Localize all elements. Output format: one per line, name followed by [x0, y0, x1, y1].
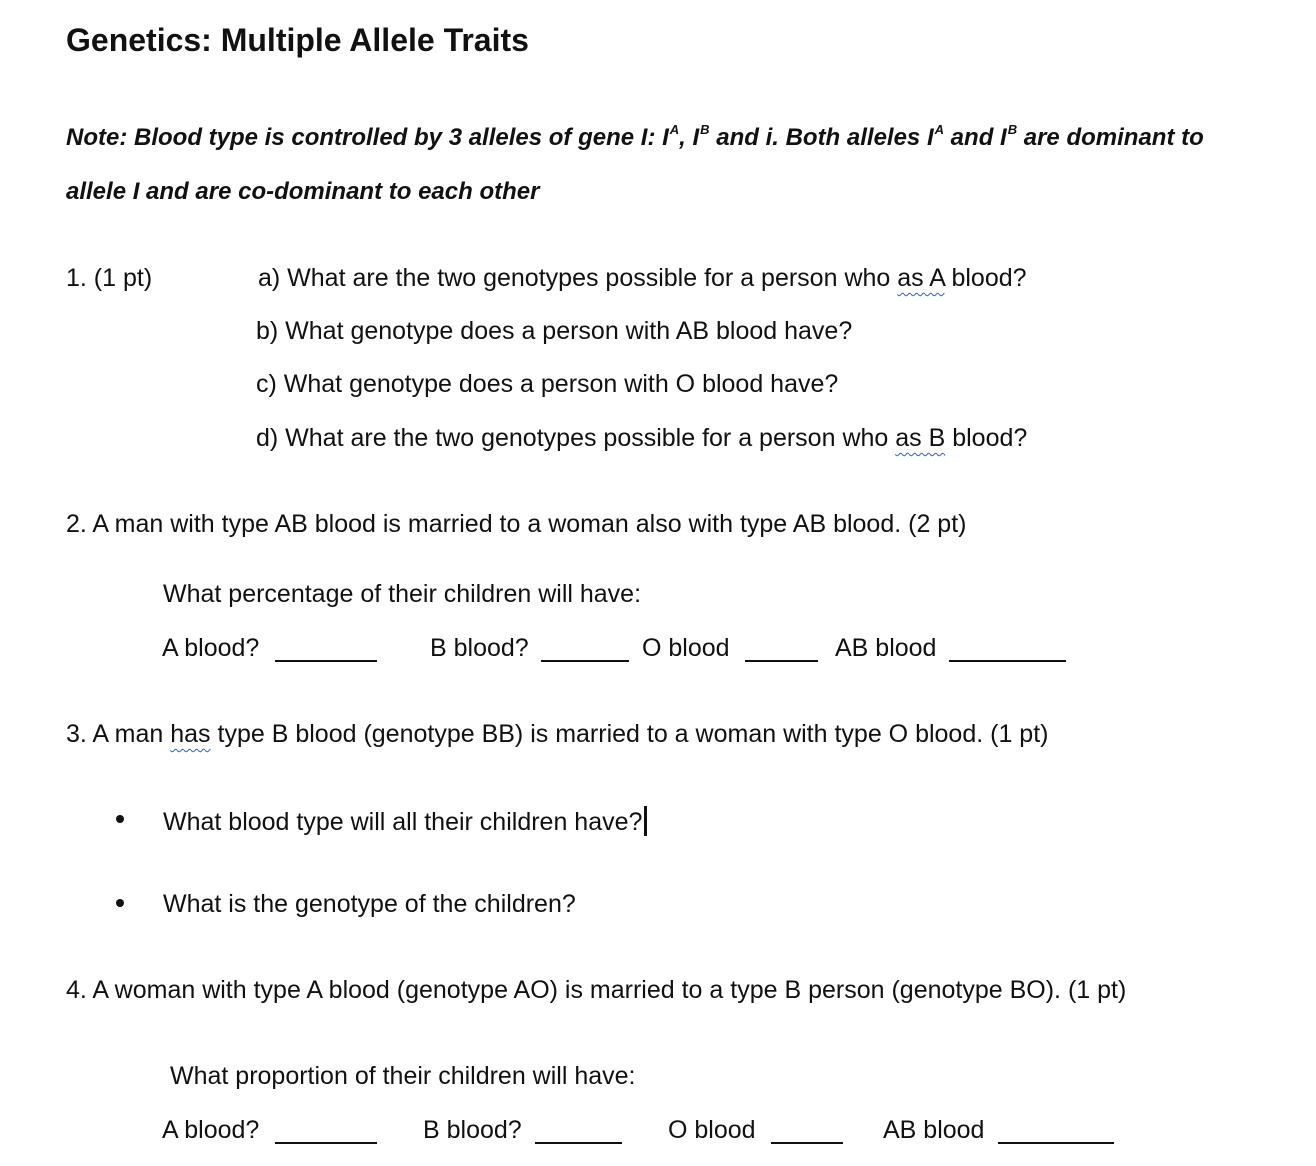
superscript-b: B: [1007, 122, 1018, 137]
q2-ab-blood-label: AB blood: [835, 634, 937, 662]
q4-a-blood-blank[interactable]: [275, 1142, 377, 1144]
q2-ab-blood-blank[interactable]: [949, 660, 1066, 662]
note-text: Note: Blood type is controlled by 3 alleles of gene I: I: [66, 124, 669, 151]
q4-ab-blood-blank[interactable]: [998, 1142, 1114, 1144]
question-3-bullet-1[interactable]: [163, 806, 647, 837]
q2-o-blood-label: O blood: [642, 634, 730, 662]
q4-o-blood-blank[interactable]: [771, 1142, 843, 1144]
question-1d-text: d) What are the two genotypes possible for a person who: [256, 424, 896, 452]
question-3-bullet-1-text: What blood type will all their children have?: [163, 808, 643, 836]
spellcheck-flag[interactable]: has: [170, 720, 211, 748]
q2-b-blood-label: B blood?: [430, 634, 529, 662]
question-4-text: 4. A woman with type A blood (genotype AO) is married to a type B person (genotype BO). (1 pt): [66, 976, 1127, 1004]
text-cursor-icon: [644, 806, 647, 836]
note-text: and i. Both alleles I: [709, 124, 934, 151]
note-text: are dominant to: [1017, 124, 1204, 151]
question-1d[interactable]: [256, 424, 1027, 453]
question-1b[interactable]: b) What genotype does a person with AB blood have?: [256, 317, 853, 345]
q4-b-blood-blank[interactable]: [535, 1142, 622, 1144]
note-line-1: [66, 124, 1204, 152]
question-3-text-part: 3. A man: [66, 720, 171, 748]
question-1c[interactable]: c) What genotype does a person with O blood have?: [256, 370, 839, 398]
spellcheck-flag[interactable]: as B: [895, 424, 946, 452]
page-title: Genetics: Multiple Allele Traits: [66, 22, 529, 58]
q2-a-blood-blank[interactable]: [275, 660, 377, 662]
note-line-2: allele I and are co-dominant to each other: [66, 178, 540, 205]
question-1a-text: a) What are the two genotypes possible for a person who: [258, 264, 898, 292]
bullet-icon: [116, 815, 124, 823]
superscript-b: B: [700, 122, 710, 137]
q2-o-blood-blank[interactable]: [745, 660, 818, 662]
q4-a-blood-label: A blood?: [162, 1116, 260, 1144]
q4-b-blood-label: B blood?: [423, 1116, 522, 1144]
question-1a-text: blood?: [944, 264, 1027, 292]
bullet-icon: [116, 899, 124, 907]
superscript-a: A: [934, 122, 945, 137]
spellcheck-flag[interactable]: as A: [897, 264, 945, 292]
q4-o-blood-label: O blood: [668, 1116, 756, 1144]
q4-ab-blood-label: AB blood: [883, 1116, 985, 1144]
question-3-text[interactable]: [66, 720, 1048, 749]
question-3-bullet-2[interactable]: What is the genotype of the children?: [163, 890, 576, 918]
question-1d-text: blood?: [945, 424, 1028, 452]
question-1a[interactable]: [258, 264, 1027, 293]
q2-a-blood-label: A blood?: [162, 634, 260, 662]
note-text: , I: [679, 124, 700, 151]
question-2-text: 2. A man with type AB blood is married to a woman also with type AB blood. (2 pt): [66, 510, 967, 538]
question-2-prompt: What percentage of their children will have:: [163, 580, 642, 608]
question-3-text-part: type B blood (genotype BB) is married to a woman with type O blood. (1 pt): [210, 720, 1049, 748]
q2-b-blood-blank[interactable]: [541, 660, 629, 662]
question-1-number: 1. (1 pt): [66, 264, 153, 292]
superscript-a: A: [669, 122, 680, 137]
note-text: and I: [944, 124, 1007, 151]
question-4-prompt: What proportion of their children will have:: [170, 1062, 636, 1090]
